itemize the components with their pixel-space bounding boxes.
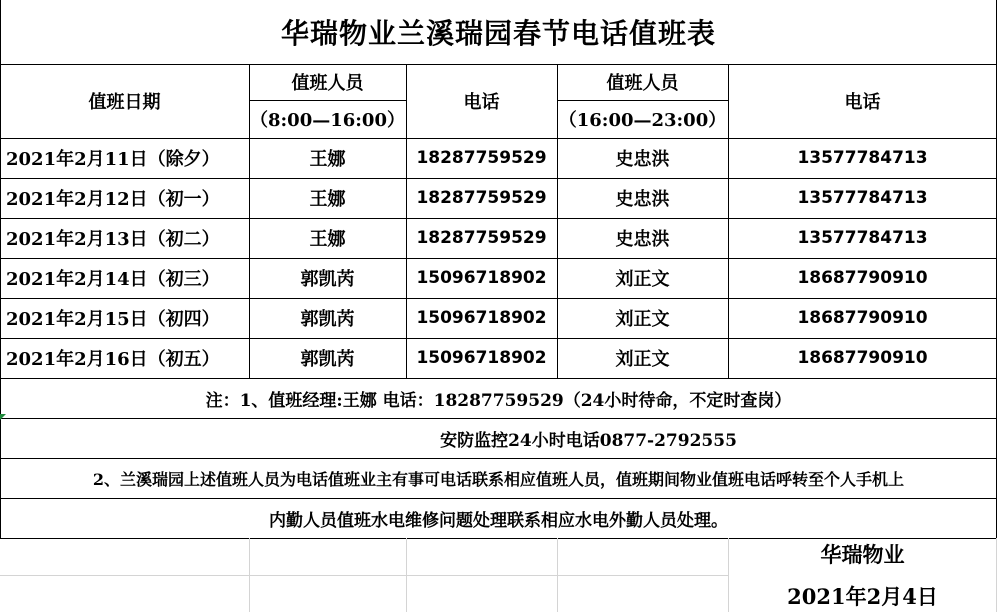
row-day-phone: 18287759529 — [416, 188, 547, 208]
signature-company: 华瑞物业 — [820, 542, 905, 567]
header-night-phone: 电话 — [844, 92, 881, 113]
sheet-gridline — [249, 538, 250, 612]
row-date: 2021年2月12日（初一） — [6, 189, 220, 210]
row-night-staff: 刘正文 — [615, 309, 670, 330]
row-night-staff: 刘正文 — [615, 349, 670, 370]
grid-line — [406, 64, 407, 378]
grid-line — [249, 64, 250, 378]
row-day-staff: 郭凯芮 — [300, 349, 355, 370]
grid-line — [0, 0, 1, 538]
cell-indicator-icon — [0, 414, 6, 420]
header-night-hours: （16:00—23:00） — [558, 110, 727, 131]
grid-line — [249, 100, 406, 101]
header-night-staff: 值班人员 — [606, 73, 679, 94]
grid-line — [0, 178, 997, 179]
grid-line — [0, 64, 997, 65]
note-maintenance: 内勤人员值班水电维修问题处理联系相应水电外勤人员处理。 — [269, 510, 728, 531]
row-day-phone: 15096718902 — [416, 308, 547, 328]
note-call-forwarding: 2、兰溪瑞园上述值班人员为电话值班业主有事可电话联系相应值班人员，值班期间物业值班电话呼转至个人手机上 — [92, 469, 905, 489]
row-day-phone: 15096718902 — [416, 268, 547, 288]
row-day-staff: 郭凯芮 — [300, 269, 355, 290]
row-date: 2021年2月13日（初二） — [6, 229, 220, 250]
row-day-staff: 王娜 — [309, 189, 346, 210]
grid-line — [0, 258, 997, 259]
row-night-phone: 13577784713 — [797, 188, 928, 208]
sheet-title: 华瑞物业兰溪瑞园春节电话值班表 — [280, 17, 716, 50]
grid-line — [728, 64, 729, 378]
grid-line — [557, 100, 728, 101]
grid-line — [0, 538, 997, 539]
grid-line — [0, 378, 997, 379]
row-night-staff: 史忠洪 — [615, 189, 670, 210]
row-night-staff: 刘正文 — [615, 269, 670, 290]
note-duty-manager: 注：1、值班经理:王娜 电话：18287759529（24小时待命，不定时查岗） — [205, 390, 792, 411]
grid-line — [0, 298, 997, 299]
grid-line — [0, 138, 997, 139]
sheet-gridline — [0, 575, 728, 576]
grid-line — [0, 338, 997, 339]
row-day-staff: 郭凯芮 — [300, 309, 355, 330]
signature-date: 2021年2月4日 — [787, 584, 938, 609]
sheet-gridline — [728, 538, 729, 612]
row-day-phone: 18287759529 — [416, 148, 547, 168]
grid-line — [557, 64, 558, 378]
header-day-phone: 电话 — [463, 92, 500, 113]
grid-line — [0, 498, 997, 499]
grid-line — [0, 418, 997, 419]
row-night-staff: 史忠洪 — [615, 229, 670, 250]
row-date: 2021年2月15日（初四） — [6, 309, 220, 330]
header-day-staff: 值班人员 — [291, 73, 364, 94]
row-day-phone: 15096718902 — [416, 348, 547, 368]
row-night-phone: 18687790910 — [797, 268, 928, 288]
sheet-gridline — [557, 538, 558, 612]
row-night-phone: 13577784713 — [797, 148, 928, 168]
row-night-phone: 18687790910 — [797, 348, 928, 368]
row-day-staff: 王娜 — [309, 149, 346, 170]
row-date: 2021年2月11日（除夕） — [6, 149, 220, 170]
row-night-phone: 13577784713 — [797, 228, 928, 248]
row-date: 2021年2月16日（初五） — [6, 349, 220, 370]
grid-line — [0, 218, 997, 219]
row-night-staff: 史忠洪 — [615, 149, 670, 170]
header-date: 值班日期 — [88, 92, 161, 113]
row-night-phone: 18687790910 — [797, 308, 928, 328]
row-day-staff: 王娜 — [309, 229, 346, 250]
note-security-hotline: 安防监控24小时电话0877-2792555 — [440, 430, 737, 451]
grid-line — [0, 458, 997, 459]
header-day-hours: （8:00—16:00） — [250, 110, 405, 131]
row-day-phone: 18287759529 — [416, 228, 547, 248]
sheet-gridline — [406, 538, 407, 612]
row-date: 2021年2月14日（初三） — [6, 269, 220, 290]
